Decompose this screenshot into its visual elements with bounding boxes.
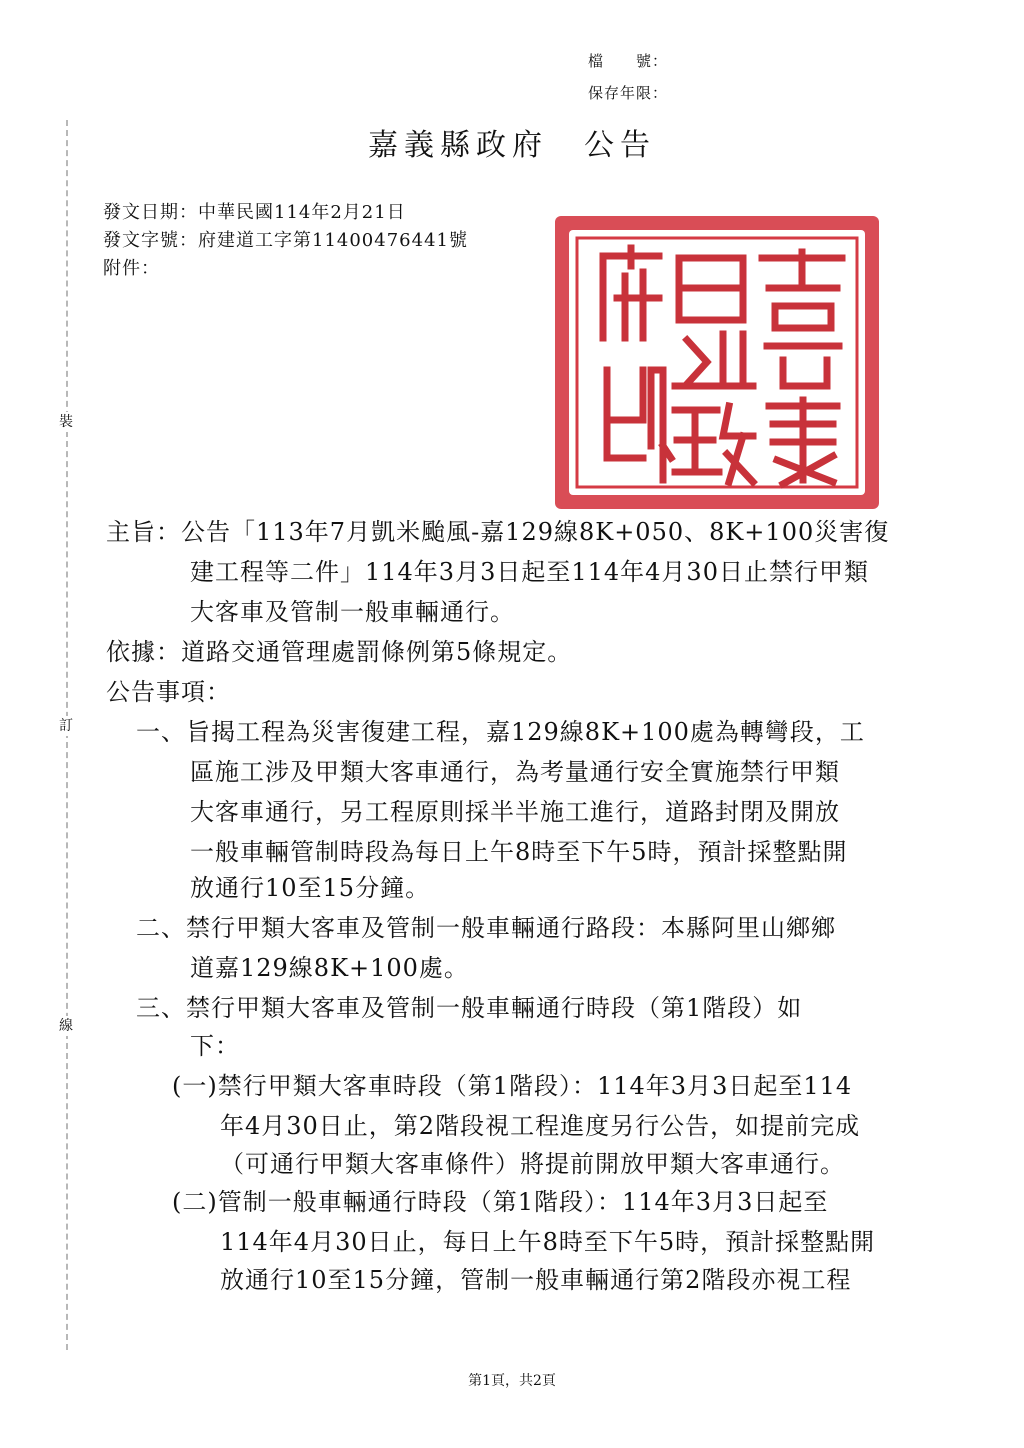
file-number-label: 檔 號： <box>588 52 669 70</box>
sub2-line-3: 放通行10至15分鐘，管制一般車輛通行第2階段亦視工程 <box>220 1266 852 1294</box>
issue-date: 發文日期：中華民國114年2月21日 <box>103 202 406 223</box>
document-number: 發文字號：府建道工字第11400476441號 <box>103 230 468 251</box>
items-heading: 公告事項： <box>106 678 231 706</box>
sub2-line-2: 114年4月30日止，每日上午8時至下午5時，預計採整點開 <box>220 1228 876 1256</box>
item3-line-1: 三、禁行甲類大客車及管制一般車輛通行時段（第1階段）如 <box>136 994 803 1022</box>
subject-line-2: 建工程等二件」114年3月3日起至114年4月30日止禁行甲類 <box>190 558 869 586</box>
subject-line-1: 主旨：公告「113年7月凱米颱風-嘉129線8K+050、8K+100災害復 <box>106 518 890 546</box>
item2-line-1: 二、禁行甲類大客車及管制一般車輛通行路段：本縣阿里山鄉鄉 <box>136 914 836 942</box>
attachment-label: 附件： <box>103 258 160 279</box>
subject-line-3: 大客車及管制一般車輛通行。 <box>190 598 515 626</box>
binding-mark-xian: 線 <box>56 1016 76 1036</box>
item1-line-4: 一般車輛管制時段為每日上午8時至下午5時，預計採整點開 <box>190 838 848 866</box>
sub1-line-2: 年4月30日止，第2階段視工程進度另行公告，如提前完成 <box>220 1112 861 1140</box>
item2-line-2: 道嘉129線8K+100處。 <box>190 954 469 982</box>
item3-line-2: 下： <box>190 1032 240 1060</box>
retention-period-label: 保存年限： <box>588 84 669 102</box>
official-seal-image <box>547 210 887 515</box>
item1-line-1: 一、旨揭工程為災害復建工程，嘉129線8K+100處為轉彎段，工 <box>136 718 865 746</box>
item1-line-2: 區施工涉及甲類大客車通行，為考量通行安全實施禁行甲類 <box>190 758 840 786</box>
sub1-line-3: （可通行甲類大客車條件）將提前開放甲類大客車通行。 <box>220 1150 845 1178</box>
page-title: 嘉義縣政府 公告 <box>368 128 656 163</box>
item1-line-5: 放通行10至15分鐘。 <box>190 874 431 902</box>
binding-mark-zhuang: 裝 <box>56 412 76 432</box>
basis-line: 依據：道路交通管理處罰條例第5條規定。 <box>106 638 573 666</box>
item1-line-3: 大客車通行，另工程原則採半半施工進行，道路封閉及開放 <box>190 798 840 826</box>
page-number-footer: 第1頁，共2頁 <box>468 1373 556 1389</box>
sub2-line-1: (二)管制一般車輛通行時段（第1階段）：114年3月3日起至 <box>172 1188 829 1216</box>
binding-mark-ding: 訂 <box>56 716 76 736</box>
sub1-line-1: (一)禁行甲類大客車時段（第1階段）：114年3月3日起至114 <box>172 1072 853 1100</box>
